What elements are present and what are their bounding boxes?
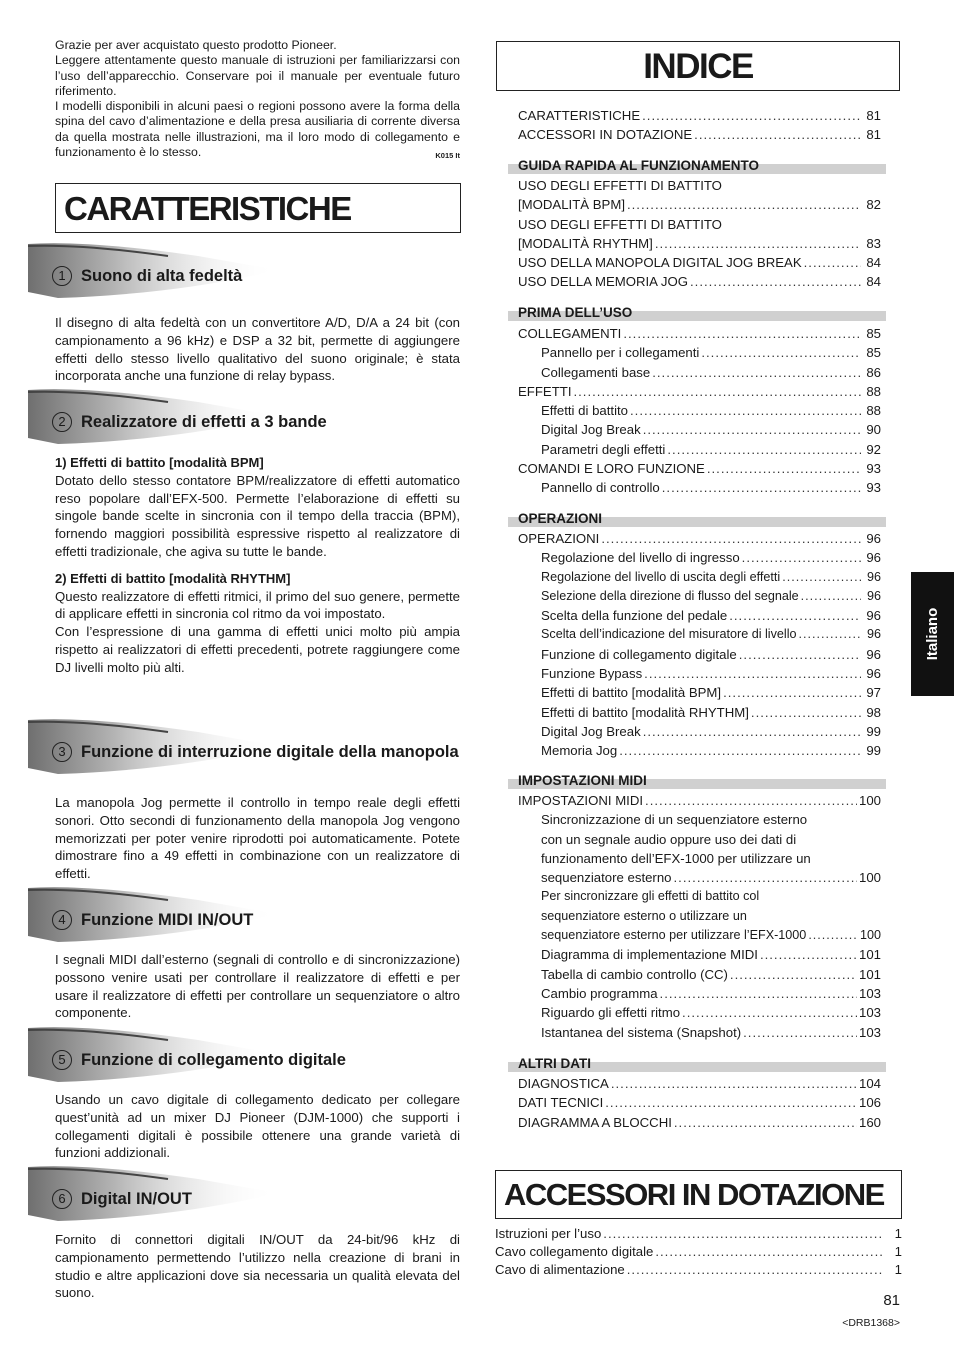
- toc-operazioni: [518, 531, 881, 763]
- toc-entry[interactable]: [518, 384, 881, 403]
- toc-page: 84: [866, 274, 881, 290]
- intro-text: [55, 38, 460, 163]
- toc-label: DIAGNOSTICA: [518, 1076, 609, 1091]
- feature-4-title: Funzione MIDI IN/OUT: [81, 911, 254, 929]
- feature-2-heading: [28, 388, 460, 446]
- doc-code: <DRB1368>: [842, 1317, 900, 1329]
- accessories-list: [495, 1226, 902, 1279]
- toc-label: DIAGRAMMA A BLOCCHI: [518, 1114, 672, 1130]
- accessories-title: ACCESSORI IN DOTAZIONE: [504, 1177, 884, 1212]
- toc-page: 100: [859, 928, 881, 943]
- toc-label: Regolazione del livello di uscita degli effetti: [541, 569, 781, 584]
- toc-label: Collegamenti base: [541, 364, 651, 380]
- toc-entry[interactable]: [518, 236, 881, 255]
- toc-page: 160: [858, 1114, 881, 1130]
- toc-label[interactable]: Sincronizzazione di un sequenziatore esterno: [541, 812, 808, 828]
- toc-label[interactable]: con un segnale audio oppure uso dei dati di: [541, 831, 797, 847]
- toc-entry[interactable]: [518, 870, 881, 889]
- toc-page: 98: [866, 704, 881, 720]
- toc-label[interactable]: funzionamento dell’EFX-1000 per utilizzare un: [541, 850, 811, 866]
- toc-page: 96: [866, 627, 881, 642]
- page-number: 81: [883, 1292, 900, 1309]
- feature-6-number: 6: [52, 1189, 72, 1209]
- toc-label: Memoria Jog: [541, 743, 618, 759]
- toc-label: Effetti di battito: [541, 403, 628, 419]
- toc-page: 103: [858, 1005, 881, 1021]
- toc-entry[interactable]: [518, 274, 881, 293]
- toc-label: Cambio programma: [541, 985, 658, 1001]
- toc-entry[interactable]: [518, 705, 881, 724]
- toc-entry[interactable]: [518, 743, 881, 762]
- toc-entry[interactable]: [495, 1262, 902, 1280]
- toc-label: Cavo di alimentazione: [495, 1261, 625, 1277]
- feature-4-text: I segnali MIDI dall’esterno (segnali di controllo e di sincronizzazione) possono venire usati per controllare il realizzatore di effetti e per usare il realizzatore di effetti per controllare un sequenziatore o altro componente.: [55, 952, 460, 1021]
- toc-page: 88: [866, 383, 881, 399]
- toc-label: Cavo collegamento digitale: [495, 1243, 654, 1259]
- toc-page: 103: [858, 985, 881, 1001]
- toc-page: 1: [894, 1243, 902, 1259]
- toc-entry[interactable]: [518, 724, 881, 743]
- toc-label: Pannello di controllo: [541, 480, 660, 496]
- feature-4-heading: [28, 886, 460, 944]
- toc-heading-altri: ALTRI DATI: [518, 1056, 591, 1071]
- feature-2: [28, 388, 460, 446]
- toc-page: 96: [866, 569, 881, 584]
- index-title: INDICE: [643, 47, 753, 86]
- toc-label: EFFETTI: [518, 383, 572, 399]
- toc-label: DATI TECNICI: [518, 1095, 604, 1111]
- toc-label: COMANDI E LORO FUNZIONE: [518, 461, 705, 477]
- toc-page: 99: [866, 723, 881, 739]
- toc-entry[interactable]: [518, 1076, 881, 1095]
- toc-label: sequenziatore esterno: [541, 870, 672, 886]
- intro-para-1: Grazie per aver acquistato questo prodotto Pioneer.: [55, 38, 337, 52]
- toc-heading-prima: PRIMA DELL’USO: [518, 305, 633, 320]
- toc-page: 83: [866, 235, 881, 251]
- toc-label: CARATTERISTICHE: [518, 108, 641, 123]
- intro-para-3-text: I modelli disponibili in alcuni paesi o regioni possono avere la forma della spina del cavo d’alimentazione e della presa ausiliaria di corrente diversa da quella mostrata nelle illustrazioni, ma il loro modo di collegamento e funzionamento è lo stesso.: [55, 99, 460, 160]
- toc-label: Diagramma di implementazione MIDI: [541, 947, 758, 963]
- toc-entry[interactable]: [518, 647, 881, 666]
- toc-page: 92: [866, 441, 881, 457]
- toc-entry[interactable]: [518, 666, 881, 685]
- toc-page: 84: [866, 255, 881, 271]
- toc-entry[interactable]: [518, 986, 881, 1005]
- feature-1: [28, 242, 460, 300]
- toc-heading-guida: GUIDA RAPIDA AL FUNZIONAMENTO: [518, 158, 759, 173]
- toc-page: 96: [866, 666, 881, 682]
- feature-6-heading: [28, 1165, 460, 1223]
- toc-entry[interactable]: [518, 589, 881, 608]
- feature-2-text: [55, 454, 460, 677]
- toc-label: Tabella di cambio controllo (CC): [541, 966, 728, 982]
- toc-label: Selezione della direzione di flusso del segnale: [541, 588, 799, 603]
- toc-page: 101: [858, 947, 881, 963]
- toc-entry[interactable]: [518, 1005, 881, 1024]
- toc-entry[interactable]: [518, 570, 881, 589]
- toc-page: 96: [866, 531, 881, 546]
- language-tab-label: Italiano: [924, 607, 941, 661]
- feature-5-number: 5: [52, 1050, 72, 1070]
- features-title-box: [55, 183, 461, 233]
- toc-label: Funzione Bypass: [541, 666, 643, 682]
- toc-label: Pannello per i collegamenti: [541, 345, 700, 361]
- toc-page: 96: [866, 608, 881, 624]
- toc-page: 106: [858, 1095, 881, 1111]
- toc-entry[interactable]: [518, 442, 881, 461]
- toc-entry[interactable]: [518, 928, 881, 947]
- toc-label: USO DELLA MEMORIA JOG: [518, 274, 689, 290]
- intro-para-2: Leggere attentamente questo manuale di istruzioni per familiarizzarsi con l’uso dell’apparecchio. Conservare poi il manuale per eventuale futuro riferimento.: [55, 53, 460, 98]
- toc-label: Effetti di battito [modalità BPM]: [541, 685, 722, 701]
- toc-entry[interactable]: [518, 685, 881, 704]
- toc-label: sequenziatore esterno per utilizzare l’EFX-1000: [541, 928, 807, 943]
- toc-entry[interactable]: [518, 793, 881, 812]
- toc-label: OPERAZIONI: [518, 531, 600, 546]
- toc-label: ACCESSORI IN DOTAZIONE: [518, 127, 693, 143]
- toc-entry[interactable]: [518, 197, 881, 216]
- toc-heading-operazioni: OPERAZIONI: [518, 511, 603, 526]
- feature-1-title: Suono di alta fedeltà: [81, 267, 243, 285]
- toc-top: [518, 108, 881, 147]
- toc-page: 90: [866, 422, 881, 438]
- feature-6-title: Digital IN/OUT: [81, 1190, 192, 1208]
- toc-label: COLLEGAMENTI: [518, 326, 622, 341]
- feature-5-text: Usando un cavo digitale di collegamento dedicato per collegare quest’unità ad un mixer DJ Pioneer (DJM-1000) che supporti i collegamenti digitali è possibile ottenere una grande varietà di funzioni addizionali.: [55, 1092, 460, 1161]
- toc-label[interactable]: USO DEGLI EFFETTI DI BATTITO: [518, 178, 722, 193]
- toc-midi: [518, 793, 881, 1044]
- toc-label: Scelta della funzione del pedale: [541, 608, 728, 624]
- feature-3-number: 3: [52, 742, 72, 762]
- toc-page: 81: [866, 127, 881, 143]
- toc-entry[interactable]: [518, 422, 881, 441]
- feature-2-text1: Dotato dello stesso contatore BPM/realizzatore di effetti automatico reso popolare dall’EFX-500. Permette l’elaborazione di effetti su singole bande scelte in sincronia con il tempo della traccia (BPM), fornendo maggiori possibilità espressive rispetto al realizzatore di effetti tradizionale, che agiva su tutte le bande.: [55, 472, 460, 559]
- toc-page: 81: [866, 108, 881, 123]
- toc-label[interactable]: Per sincronizzare gli effetti di battito col: [541, 889, 760, 904]
- toc-entry[interactable]: [518, 480, 881, 499]
- toc-label: Regolazione del livello di ingresso: [541, 550, 740, 566]
- toc-page: 99: [866, 743, 881, 759]
- toc-entry[interactable]: [518, 608, 881, 627]
- toc-page: 1: [894, 1261, 902, 1277]
- toc-entry[interactable]: [518, 108, 881, 127]
- toc-entry[interactable]: [518, 1115, 881, 1134]
- toc-page: 85: [866, 326, 881, 341]
- feature-3-title: Funzione di interruzione digitale della manopola: [81, 743, 459, 761]
- toc-altri: [518, 1076, 881, 1134]
- intro-para-3: [55, 99, 460, 160]
- index-title-box: [496, 41, 900, 91]
- toc-page: 96: [866, 646, 881, 662]
- toc-page: 88: [866, 403, 881, 419]
- toc-entry[interactable]: [518, 255, 881, 274]
- intro-code: K015 It: [435, 151, 460, 161]
- toc-label: Istruzioni per l’uso: [495, 1226, 602, 1241]
- feature-5-heading: [28, 1026, 460, 1084]
- toc-prima: [518, 326, 881, 500]
- toc-page: 85: [866, 345, 881, 361]
- toc-label: USO DELLA MANOPOLA DIGITAL JOG BREAK: [518, 255, 802, 271]
- toc-page: 103: [858, 1024, 881, 1040]
- toc-entry[interactable]: [518, 326, 881, 345]
- toc-page: 100: [858, 870, 881, 886]
- toc-entry[interactable]: [518, 403, 881, 422]
- toc-entry[interactable]: [518, 461, 881, 480]
- toc-label: Istantanea del sistema (Snapshot): [541, 1024, 742, 1040]
- toc-entry[interactable]: [495, 1226, 902, 1244]
- toc-page: 1: [894, 1226, 902, 1241]
- feature-6-text: Fornito di connettori digitali IN/OUT da 24-bit/96 kHz di campionamento permettendo l’utilizzo nella creazione di brani in studio e altre applicazioni dove sia necessaria un qualità elevata del suono.: [55, 1232, 460, 1301]
- feature-2-text2a: Questo realizzatore di effetti ritmici, il primo del suo genere, permette di applicare effetti in sincronia col ritmo da voi impostato.: [55, 588, 460, 622]
- feature-1-heading: [28, 242, 460, 300]
- toc-midi-items: [518, 947, 881, 1043]
- feature-2-number: 2: [52, 412, 72, 432]
- toc-label: IMPOSTAZIONI MIDI: [518, 793, 644, 808]
- feature-5-title: Funzione di collegamento digitale: [81, 1051, 346, 1069]
- features-title: CARATTERISTICHE: [64, 190, 351, 227]
- toc-page: 96: [866, 550, 881, 566]
- accessories-title-box: [495, 1170, 902, 1219]
- toc-label: Effetti di battito [modalità RHYTHM]: [541, 704, 749, 720]
- toc-page: 86: [866, 364, 881, 380]
- feature-2-title: Realizzatore di effetti a 3 bande: [81, 413, 327, 431]
- toc-page: 93: [866, 480, 881, 496]
- toc-page: 82: [866, 197, 881, 213]
- toc-page: 96: [866, 588, 881, 603]
- toc-entry[interactable]: [518, 967, 881, 986]
- toc-label[interactable]: sequenziatore esterno o utilizzare un: [541, 908, 747, 923]
- toc-page: 100: [858, 793, 881, 808]
- toc-label: Digital Jog Break: [541, 422, 641, 438]
- toc-heading-midi: IMPOSTAZIONI MIDI: [518, 773, 647, 788]
- toc-page: 104: [858, 1076, 881, 1091]
- toc-guida: [518, 178, 881, 294]
- feature-3: [28, 718, 460, 776]
- feature-3-heading: [28, 718, 460, 776]
- toc-page: 93: [866, 461, 881, 477]
- feature-5: [28, 1026, 460, 1084]
- toc-entry[interactable]: [518, 345, 881, 364]
- toc-entry[interactable]: [518, 1025, 881, 1044]
- language-tab: [911, 572, 954, 696]
- toc-entry[interactable]: [518, 1095, 881, 1114]
- feature-1-number: 1: [52, 266, 72, 286]
- feature-2-sub2: 2) Effetti di battito [modalità RHYTHM]: [55, 570, 291, 586]
- toc-label: [MODALITÀ BPM]: [518, 197, 625, 213]
- feature-4-number: 4: [52, 910, 72, 930]
- toc-entry[interactable]: [518, 365, 881, 384]
- toc-label: Riguardo gli effetti ritmo: [541, 1005, 681, 1021]
- feature-2-sub1: 1) Effetti di battito [modalità BPM]: [55, 455, 264, 470]
- toc-entry[interactable]: [518, 947, 881, 966]
- toc-page: 101: [858, 966, 881, 982]
- toc-label: Parametri degli effetti: [541, 441, 666, 457]
- toc-label: Scelta dell’indicazione del misuratore di livello: [541, 627, 797, 642]
- toc-label: Funzione di collegamento digitale: [541, 646, 737, 662]
- feature-3-text: La manopola Jog permette il controllo in tempo reale degli effetti sonori. Otto secondi di funzionamento della manopola Jog vengono memorizzati per poter venire riprodotti poi automaticamente. Potete dimostrare fino a 49 effetti in combinazione con un realizzatore di effetti.: [55, 795, 460, 882]
- toc-entry[interactable]: [518, 627, 881, 646]
- toc-entry[interactable]: [518, 531, 881, 550]
- toc-label: Digital Jog Break: [541, 723, 641, 739]
- feature-4: [28, 886, 460, 944]
- toc-label[interactable]: USO DEGLI EFFETTI DI BATTITO: [518, 216, 722, 232]
- toc-page: 97: [866, 685, 881, 701]
- toc-entry[interactable]: [495, 1244, 902, 1262]
- feature-1-text: Il disegno di alta fedeltà con un convertitore A/D, D/A a 24 bit (con campionamento a 96 kHz) e DSP a 32 bit, permette di aggiungere effetti dello stesso livello qualitativo del suono originale; è stata incorporata anche una funzione di relay bypass.: [55, 315, 460, 384]
- toc-label: [MODALITÀ RHYTHM]: [518, 235, 653, 251]
- toc-entry[interactable]: [518, 550, 881, 569]
- toc-entry[interactable]: [518, 127, 881, 146]
- feature-6: [28, 1165, 460, 1223]
- feature-2-text2b: Con l’espressione di una gamma di effetti unici molto più ampia rispetto ai realizzatori di effetti precedenti, potrete raggiungere come DJ livelli molto più alti.: [55, 624, 460, 675]
